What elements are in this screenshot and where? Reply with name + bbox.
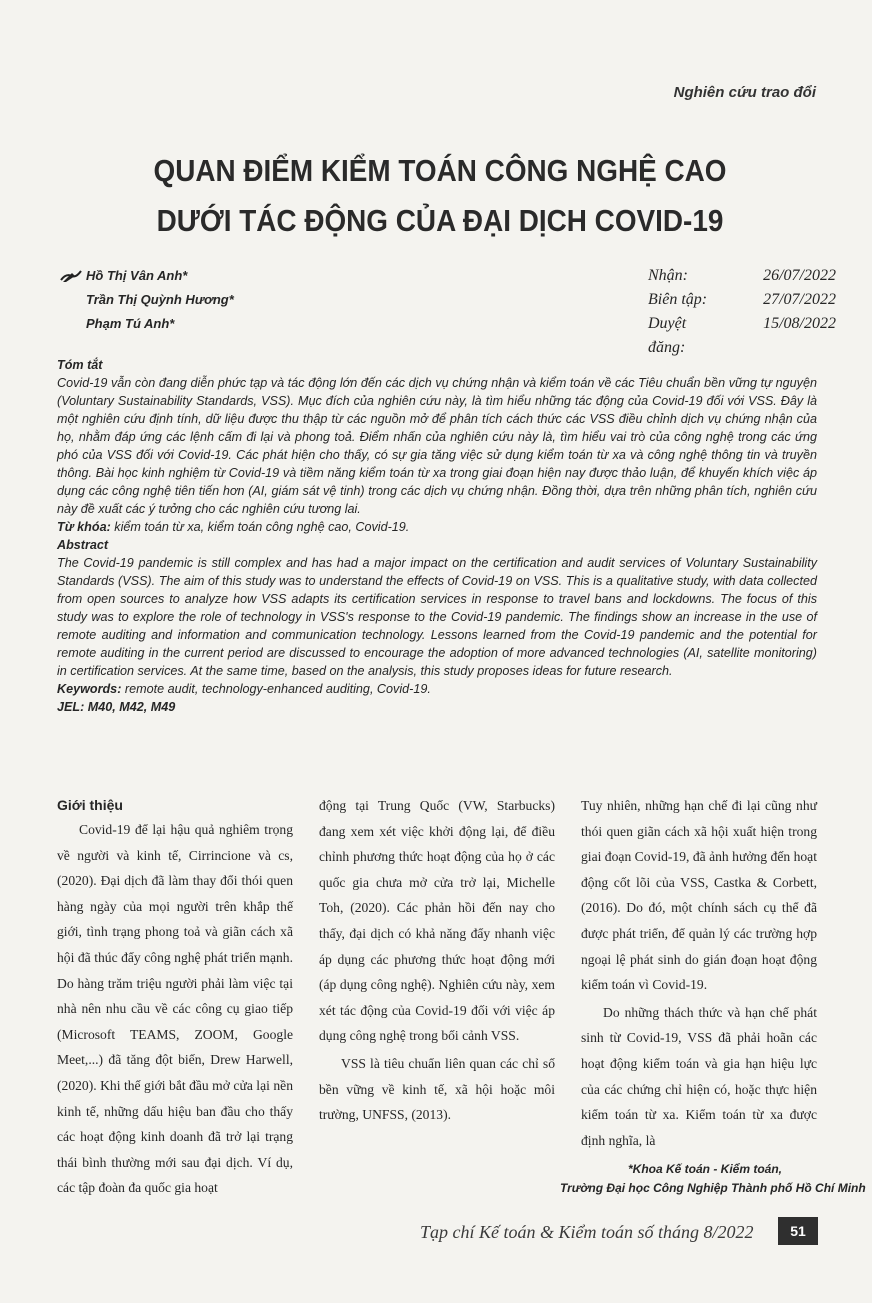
date-approved xyxy=(648,312,836,360)
author-3: Phạm Tú Anh* xyxy=(86,316,175,331)
abstract-en-text: The Covid-19 pandemic is still complex and has had a major impact on the certification and audit services of Voluntary Sustainability Standards (VSS). The aim of this study was to understand the effects of Covid-19 on VSS. This is a qualitative study, with data collected from open sources to analyze how VSS adapts its certification services in response to travel bans and lockdowns. The focus of this study was to explore the role of technology in VSS's response to the Covid-19 pandemic. The findings show an increase in the use of remote auditing and information and communication technology. Lessons learned from the Covid-19 pandemic and the potential for remote auditing in the current period are discussed to encourage the adoption of more advanced technologies (AI, satellite monitoring) in certification services. At the same time, based on the analysis, this study proposes ideas for future research. xyxy=(57,556,817,678)
keywords-en-label: Keywords: xyxy=(57,682,122,696)
keywords-vi-label: Từ khóa: xyxy=(57,520,111,534)
date-label: Duyệt đăng: xyxy=(648,315,687,356)
affiliation-line-2: Trường Đại học Công Nghiệp Thành phố Hồ Chí Minh xyxy=(560,1181,866,1195)
author-list xyxy=(60,264,234,336)
paragraph: Do những thách thức và hạn chế phát sinh từ Covid-19, VSS đã phải hoãn các hoạt động kiểm toán và gia hạn hiệu lực của các chứng chỉ hiện có, hoặc thực hiện kiểm toán từ xa. Kiểm toán từ xa được định nghĩa, là xyxy=(581,1004,817,1148)
page-number: 51 xyxy=(778,1217,818,1245)
author-1 xyxy=(60,264,234,288)
journal-footer: Tạp chí Kế toán & Kiểm toán số tháng 8/2022 xyxy=(420,1222,754,1242)
body-columns xyxy=(57,793,866,1201)
date-label: Nhận: xyxy=(648,267,688,284)
abstract-vi-text: Covid-19 vẫn còn đang diễn phức tạp và tác động lớn đến các dịch vụ chứng nhận và kiểm toán về các Tiêu chuẩn bền vững tự nguyện (Voluntary Sustainability Standards, VSS). Mục đích của nghiên cứu này, là tìm hiểu những tác động của Covid-19 đối với VSS. Đây là một nghiên cứu định tính, dữ liệu được thu thập từ các nguồn mở để phân tích cách thức các VSS điều chỉnh dịch vụ chứng nhận của họ, nhằm đáp ứng các lệnh cấm đi lại và phong toả. Điểm nhấn của nghiên cứu này là, tìm hiểu vai trò của công nghệ trong các ứng phó của VSS đối với Covid-19. Các phát hiện cho thấy, có sự gia tăng việc sử dụng kiểm toán từ xa và công nghệ thông tin và truyền thông. Bài học kinh nghiệm từ Covid-19 và tiềm năng kiểm toán từ xa trong giai đoạn hiện nay được thảo luận, để khuyến khích việc áp dụng các công nghệ tiên tiến hơn (AI, giám sát vệ tinh) trong các dịch vụ chứng nhận. Đồng thời, dựa trên những phân tích, nghiên cứu này đề xuất các ý tưởng cho các nghiên cứu tương lai. xyxy=(57,376,817,516)
keywords-vi xyxy=(57,518,817,536)
author-2: Trần Thị Quỳnh Hương* xyxy=(86,292,234,307)
date-edited xyxy=(648,288,836,312)
abstract-block xyxy=(57,356,817,716)
paragraph: VSS là tiêu chuẩn liên quan các chỉ số bền vững về kinh tế, xã hội hoặc môi trường, UNFSS, (2013). xyxy=(319,1055,555,1123)
column-1 xyxy=(57,793,293,1201)
intro-heading: Giới thiệu xyxy=(57,797,123,813)
author-1-name: Hồ Thị Vân Anh* xyxy=(86,268,188,283)
date-value: 26/07/2022 xyxy=(763,267,836,284)
date-received xyxy=(648,264,836,288)
title-line-1: QUAN ĐIỂM KIỂM TOÁN CÔNG NGHỆ CAO xyxy=(153,153,727,188)
abstract-vi-heading: Tóm tắt xyxy=(57,358,103,372)
keywords-en xyxy=(57,680,817,698)
date-value: 15/08/2022 xyxy=(763,315,836,332)
column-3 xyxy=(581,793,817,1201)
author-affiliation xyxy=(560,1160,866,1198)
keywords-en-value: remote audit, technology-enhanced auditing, Covid-19. xyxy=(121,682,431,696)
title-line-2: DƯỚI TÁC ĐỘNG CỦA ĐẠI DỊCH COVID-19 xyxy=(156,203,724,238)
jel-codes: JEL: M40, M42, M49 xyxy=(57,700,176,714)
keywords-vi-value: kiểm toán từ xa, kiểm toán công nghệ cao, Covid-19. xyxy=(110,520,410,534)
date-value: 27/07/2022 xyxy=(763,291,836,308)
submission-dates xyxy=(648,264,836,360)
pen-icon xyxy=(60,267,82,283)
paragraph: Tuy nhiên, những hạn chế đi lại cũng như thói quen giãn cách xã hội xuất hiện trong giai đoạn Covid-19, đã ảnh hưởng đến hoạt động cốt lõi của VSS, Castka & Corbett, (2016). Do đó, một chính sách cụ thể đã được phát triển, để quản lý các trường hợp ngoại lệ phát sinh do gián đoạn hoạt động kiểm toán vì Covid-19. xyxy=(581,798,817,993)
affiliation-line-1: *Khoa Kế toán - Kiểm toán, xyxy=(627,1162,782,1176)
paragraph: Covid-19 để lại hậu quả nghiêm trọng về người và kinh tế, Cirrincione và cs, (2020). Đại dịch đã làm thay đổi thói quen hàng ngày của mọi người trên khắp thế giới, tình trạng phong toả và giãn cách xã hội đã thúc đẩy công nghệ phát triển mạnh. Do hàng trăm triệu người phải làm việc tại nhà nên nhu cầu về các công cụ giao tiếp (Microsoft TEAMS, ZOOM, Google Meet,...) đã tăng đột biến, Drew Harwell, (2020). Khi thế giới bắt đầu mở cửa lại nền kinh tế, những dấu hiệu ban đầu cho thấy các hoạt động kinh doanh đã trở lại trạng thái bình thường mới sau đại dịch. Ví dụ, các tập đoàn đa quốc gia hoạt xyxy=(57,822,293,1196)
section-tag: Nghiên cứu trao đổi xyxy=(673,84,816,101)
article-title xyxy=(80,146,800,246)
abstract-en-heading: Abstract xyxy=(57,538,109,552)
date-label: Biên tập: xyxy=(648,291,708,308)
paragraph: động tại Trung Quốc (VW, Starbucks) đang xem xét việc khởi động lại, để điều chỉnh phương thức hoạt động của họ ở các quốc gia chưa mở cửa trở lại, Michelle Toh, (2020). Các phản hồi đến nay cho thấy, đại dịch có khả năng đẩy nhanh việc áp dụng các phương thức hoạt động mới (áp dụng công nghệ). Nghiên cứu này, xem xét tác động của Covid-19 đối với việc áp dụng công nghệ trong bối cảnh VSS. xyxy=(319,798,555,1044)
column-2 xyxy=(319,793,555,1201)
